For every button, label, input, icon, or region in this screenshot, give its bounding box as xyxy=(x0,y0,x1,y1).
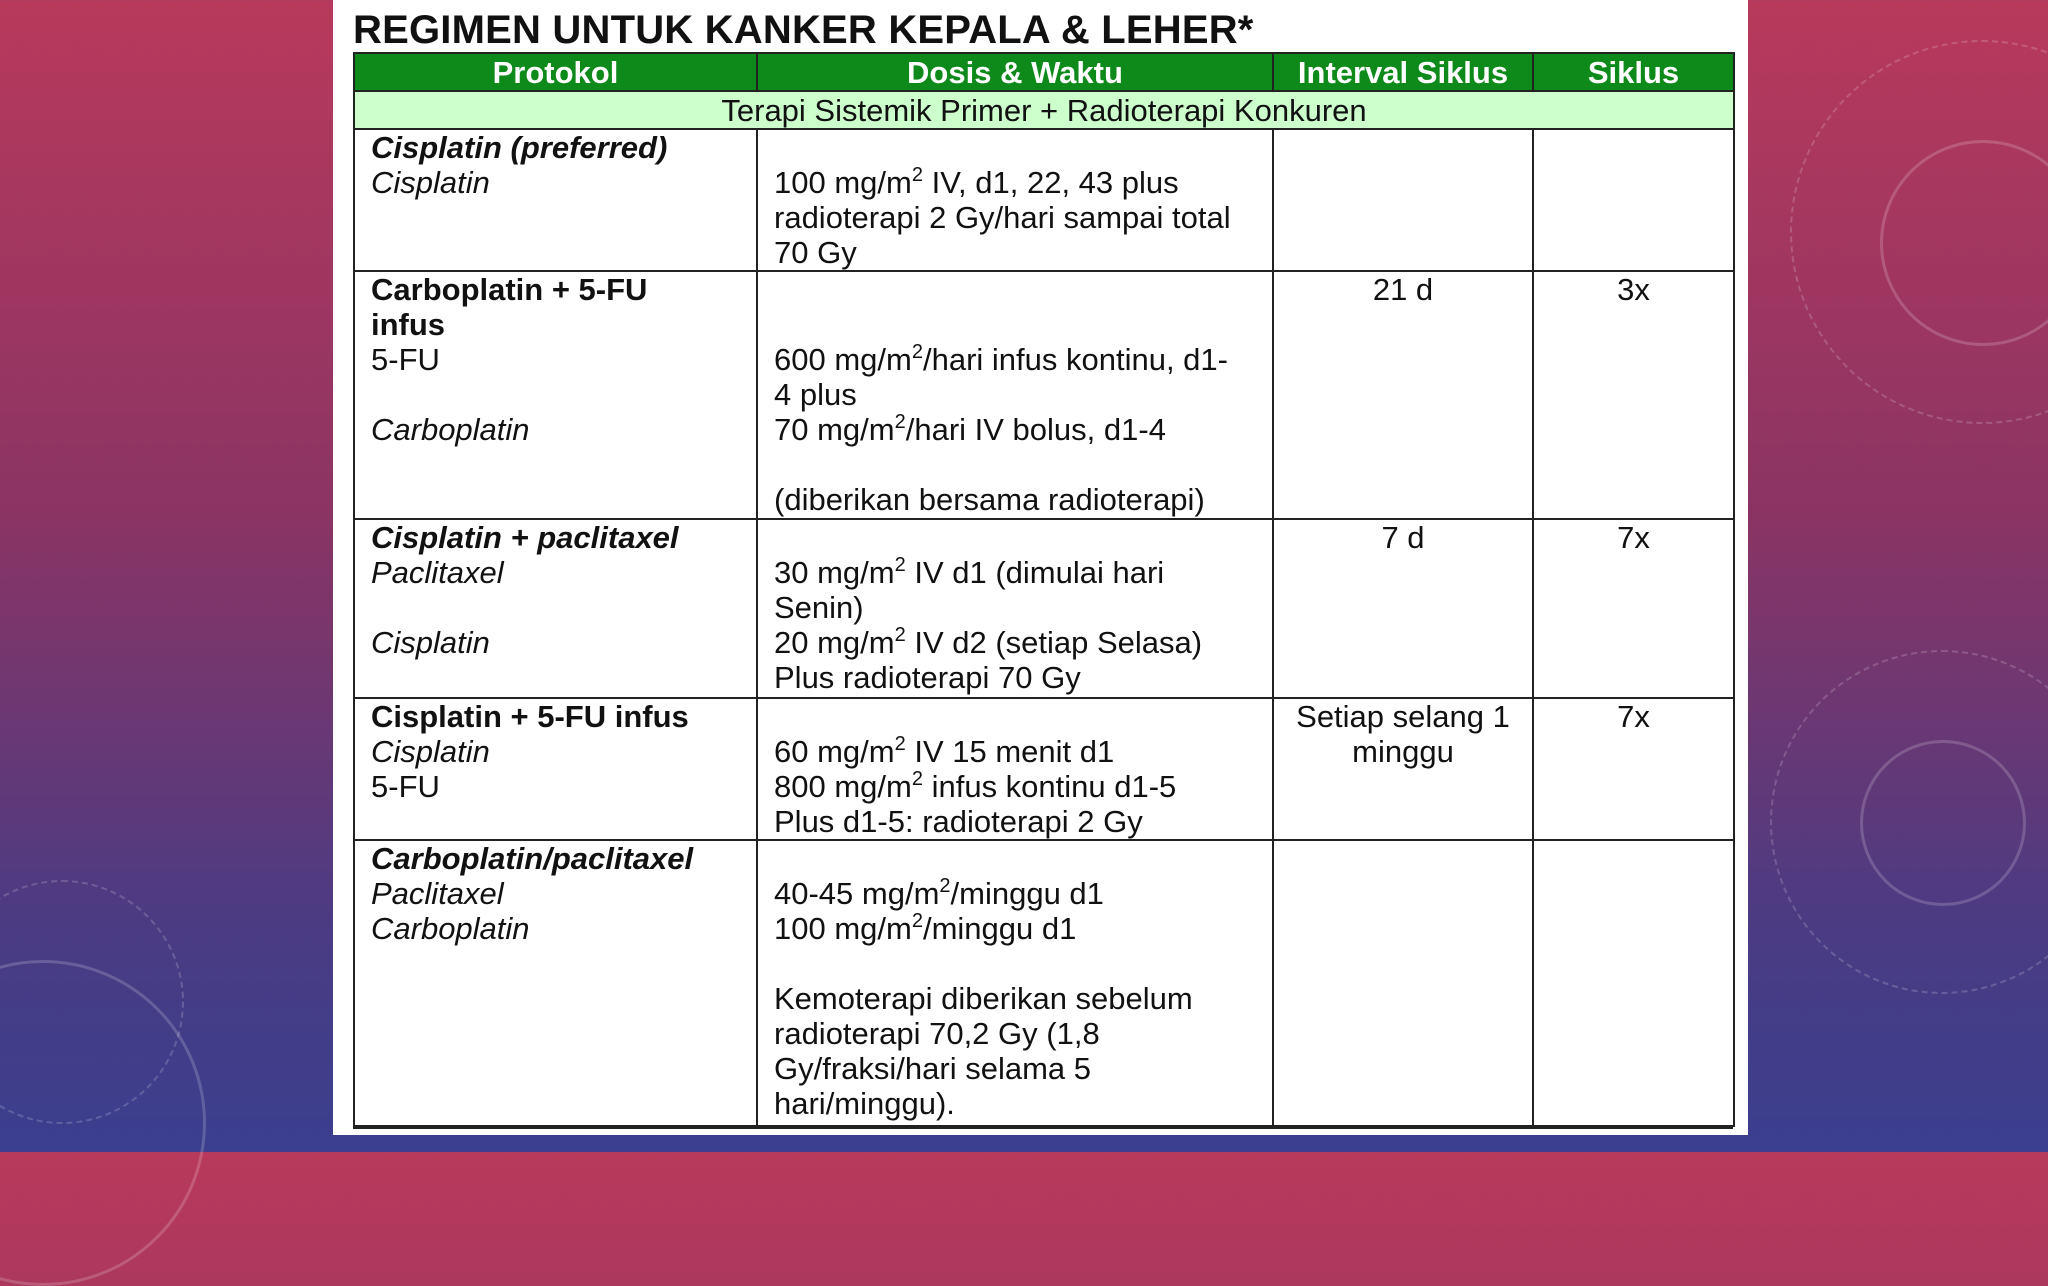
interval-value: 7 d xyxy=(1381,520,1425,555)
header-siklus: Siklus xyxy=(1533,53,1734,91)
table-header-row xyxy=(354,53,1734,91)
drug-name: 5-FU xyxy=(371,342,440,377)
decor-circle xyxy=(1790,40,2048,424)
table-row xyxy=(354,840,1734,1126)
cycles-cell xyxy=(1533,129,1734,271)
cycles-cell xyxy=(1533,698,1734,840)
protocol-cell xyxy=(354,840,757,1126)
drug-name: Paclitaxel xyxy=(371,876,504,911)
drug-name: Paclitaxel xyxy=(371,555,504,590)
dose-text: 800 $mg/m^2$ infus kontinu d1-5 xyxy=(774,768,1177,804)
interval-cell xyxy=(1273,840,1533,1126)
drug-name: 5-FU xyxy=(371,769,440,804)
dose-text: 20 $mg/m^2$ IV d2 (setiap Selasa) xyxy=(774,624,1203,660)
interval-cell xyxy=(1273,271,1533,519)
dose-note: Gy/fraksi/hari selama 5 xyxy=(774,1051,1091,1086)
dose-cell xyxy=(757,519,1273,698)
header-dosis-waktu: Dosis & Waktu xyxy=(757,53,1273,91)
regimen-name: Carboplatin/paclitaxel xyxy=(371,841,694,876)
section-row xyxy=(354,91,1734,129)
dose-note: Plus d1-5: radioterapi 2 Gy xyxy=(774,804,1143,839)
regimen-name: Cisplatin (preferred) xyxy=(371,130,668,165)
dose-text: 40-45 $mg/m^2$/minggu d1 xyxy=(774,875,1104,911)
dose-text: Senin) xyxy=(774,590,864,625)
interval-cell xyxy=(1273,129,1533,271)
drug-name: Cisplatin xyxy=(371,165,490,200)
dose-note: radioterapi 70,2 Gy (1,8 xyxy=(774,1016,1100,1051)
dose-text: 100 $mg/m^2$ IV, d1, 22, 43 plus xyxy=(774,164,1179,200)
page-title: REGIMEN UNTUK KANKER KEPALA & LEHER* xyxy=(353,8,1254,52)
cycles-cell xyxy=(1533,840,1734,1126)
cycles-value: 7x xyxy=(1617,520,1650,555)
dose-text: 30 $mg/m^2$ IV d1 (dimulai hari xyxy=(774,554,1165,590)
interval-value: Setiap selang 1 xyxy=(1296,699,1510,734)
drug-name: Cisplatin xyxy=(371,625,490,660)
dose-text: 60 $mg/m^2$ IV 15 menit d1 xyxy=(774,733,1115,769)
header-interval-siklus: Interval Siklus xyxy=(1273,53,1533,91)
protocol-cell xyxy=(354,271,757,519)
cycles-value: 7x xyxy=(1617,699,1650,734)
dose-cell xyxy=(757,129,1273,271)
dose-text: 4 plus xyxy=(774,377,857,412)
dose-text: 600 $mg/m^2$/hari infus kontinu, d1- xyxy=(774,341,1228,377)
dose-text: 100 $mg/m^2$/minggu d1 xyxy=(774,910,1077,946)
protocol-cell xyxy=(354,698,757,840)
cycles-value: 3x xyxy=(1617,272,1650,307)
dose-cell xyxy=(757,271,1273,519)
regimen-name: Cisplatin + paclitaxel xyxy=(371,520,679,555)
protocol-cell xyxy=(354,129,757,271)
regimen-name: Carboplatin + 5-FU xyxy=(371,272,648,307)
interval-cell xyxy=(1273,519,1533,698)
drug-name: Carboplatin xyxy=(371,412,530,447)
table-bottom-rule xyxy=(353,1126,1733,1129)
protocol-cell xyxy=(354,519,757,698)
table-row xyxy=(354,129,1734,271)
dose-note: Kemoterapi diberikan sebelum xyxy=(774,981,1193,1016)
dose-text: 70 $mg/m^2$/hari IV bolus, d1-4 xyxy=(774,411,1166,447)
interval-cell xyxy=(1273,698,1533,840)
interval-value-cont: minggu xyxy=(1352,734,1454,769)
decor-circle xyxy=(1770,650,2048,994)
regimen-name: Cisplatin + 5-FU infus xyxy=(371,699,689,734)
regimen-name-cont: infus xyxy=(371,307,446,342)
cycles-cell xyxy=(1533,519,1734,698)
table-row xyxy=(354,271,1734,519)
header-protokol: Protokol xyxy=(354,53,757,91)
cycles-cell xyxy=(1533,271,1734,519)
table-row xyxy=(354,519,1734,698)
interval-value: 21 d xyxy=(1372,272,1434,307)
dose-note: Plus radioterapi 70 Gy xyxy=(774,660,1081,695)
dose-note: hari/minggu). xyxy=(774,1086,955,1121)
drug-name: Cisplatin xyxy=(371,734,490,769)
dose-text: 70 Gy xyxy=(774,235,857,270)
section-title: Terapi Sistemik Primer + Radioterapi Konkuren xyxy=(354,91,1734,129)
dose-cell xyxy=(757,840,1273,1126)
dose-text: radioterapi 2 Gy/hari sampai total xyxy=(774,200,1231,235)
regimen-table xyxy=(353,52,1735,1127)
table-row xyxy=(354,698,1734,840)
drug-name: Carboplatin xyxy=(371,911,530,946)
dose-note: (diberikan bersama radioterapi) xyxy=(774,482,1205,517)
document-sheet xyxy=(333,0,1748,1135)
dose-cell xyxy=(757,698,1273,840)
